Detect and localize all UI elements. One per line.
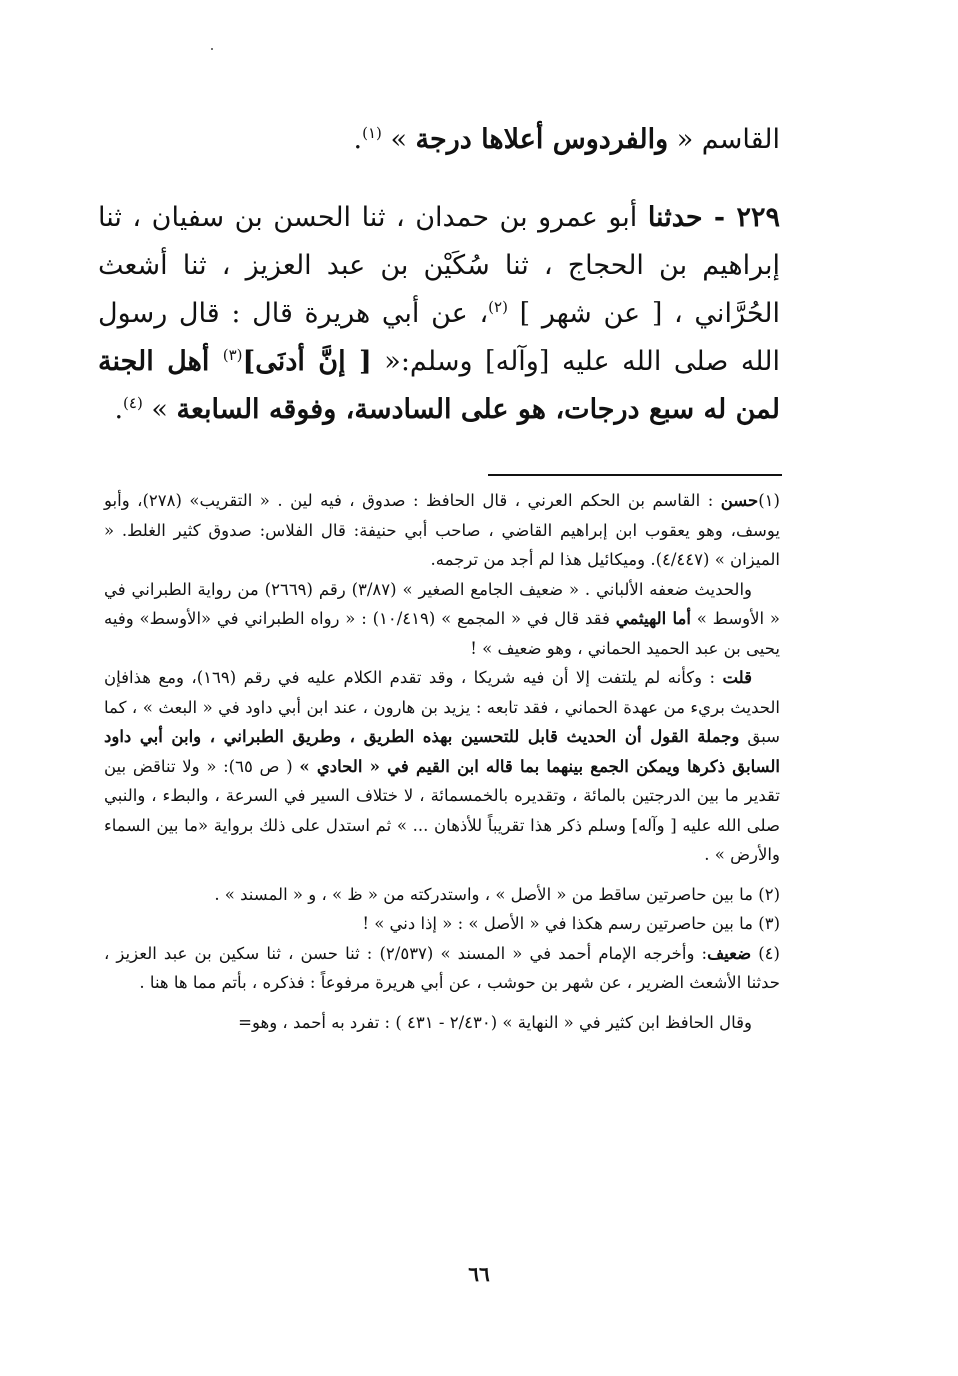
main-text: [98, 116, 780, 434]
footnote-1-paragraph-2: والحديث ضعفه الألباني . « ضعيف الجامع الصغير » (٣/٨٧) رقم (٢٦٦٩) من رواية الطبراني في « الأوسط » أما الهيثمي فقد قال في « المجمع » (١٠/٤١٩) : « رواه الطبراني في «الأوسط» وفيه يحيى بن عبد الحميد الحماني ، وهو ضعيف » !: [104, 579, 781, 658]
page-number: ٦٦: [468, 1262, 490, 1286]
footnote-1: (١)حسن : القاسم بن الحكم العرني ، قال الحافظ : صدوق ، فيه لين . « التقريب» (٢٧٨)، وأبو يوسف، وهو يعقوب ابن إبراهيم القاضي ، صاحب أبي حنيفة: قال الفلاس: صدوق كثير الغلط. « الميزان » (٤/٤٤٧). وميكائيل هذا لم أجد من ترجمه.: [104, 491, 780, 569]
hadith-matn-start: [ إنَّ أدنَى]: [242, 346, 372, 377]
footnote-4-paragraph-2: وقال الحافظ ابن كثير في « النهاية » (٢/٤٣٠ - ٤٣١ ) : تفرد به أحمد ، وهو=: [238, 1012, 752, 1032]
footnote-4: (٤) ضعيف: وأخرجه الإمام أحمد في « المسند » (٢/٥٣٧) : ثنا حسن ، ثنا سكين بن عبد العزيز ، حدثنا الأشعث الضرير ، عن شهر بن حوشب ، عن أبي هريرة مرفوعاً : فذكره ، بأتم مما ها هنا .: [104, 943, 780, 992]
footnote-1-paragraph-3: قلت : وكأنه لم يلتفت إلا أن فيه شريكا ، وقد تقدم الكلام عليه في رقم (١٦٩)، ومع هذافإن الحديث بريء من عهدة الحماني ، فقد تابعه : يزيد بن هارون ، عند ابن أبي داود في « البعث » ، كما سبق وجملة القول أن الحديث قابل للتحسين بهذه الطريق ، وطريق الطبراني ، وابن أبي داود السابق ذكرها ويمكن الجمع بينهما بما قاله ابن القيم في « الحادي » ( ص ٦٥): « ولا تناقض بين تقدير ما بين الدرجتين بالمائة ، وتقديره بالخمسمائة ، لا ختلاف السير في السرعة ، والبطء ، والنبي صلى الله عليه [ وآله] وسلم ذكر هذا تقريباً للأذهان ... » ثم استدل على ذلك برواية «ما بين السماء والأرض » .: [104, 668, 780, 864]
footnote-2: (٢) ما بين حاصرتين ساقط من « الأصل » ، واستدركته من « ظ » ، و « المسند » .: [214, 884, 780, 904]
footnotes: [104, 486, 780, 1037]
footnote-ref: (٢): [488, 298, 508, 316]
footnote-3: (٣) ما بين حاصرتين رسم هكذا في « الأصل » : « إذا دني » !: [362, 914, 780, 933]
hadith-opening: حدثنا: [647, 202, 703, 233]
hadith-number: ٢٢٩ -: [702, 202, 780, 233]
continuation-line: القاسم « والفردوس أعلاها درجة » $^{(١)}$.: [353, 124, 780, 155]
footnote-ref: (١): [362, 124, 382, 142]
hadith-matn: أهل الجنة لمن له سبع درجات، هو على السادسة، وفوقه السابعة: [98, 346, 780, 425]
bold-quote: والفردوس أعلاها درجة: [415, 124, 669, 155]
footnote-ref: (٤): [123, 394, 143, 412]
footnote-divider: [488, 474, 782, 476]
hadith-229: ٢٢٩ - حدثنا أبو عمرو بن حمدان ، ثنا الحسن بن سفيان ، ثنا إبراهيم بن الحجاج ، ثنا سُكَيْن بن عبد العزيز ، ثنا أشعث الحُرَّاني ، [ عن شهر ] $^{(٢)}$، عن أبي هريرة قال : قال رسول الله صلى الله عليه [وآله] وسلم:« [ إنَّ أدنَى]$^{(٣)}$ أهل الجنة لمن له سبع درجات، هو على السادسة، وفوقه السابعة » $^{(٤)}$.: [98, 202, 781, 425]
footnote-ref: (٣): [222, 346, 243, 364]
scan-speck: [211, 48, 213, 50]
